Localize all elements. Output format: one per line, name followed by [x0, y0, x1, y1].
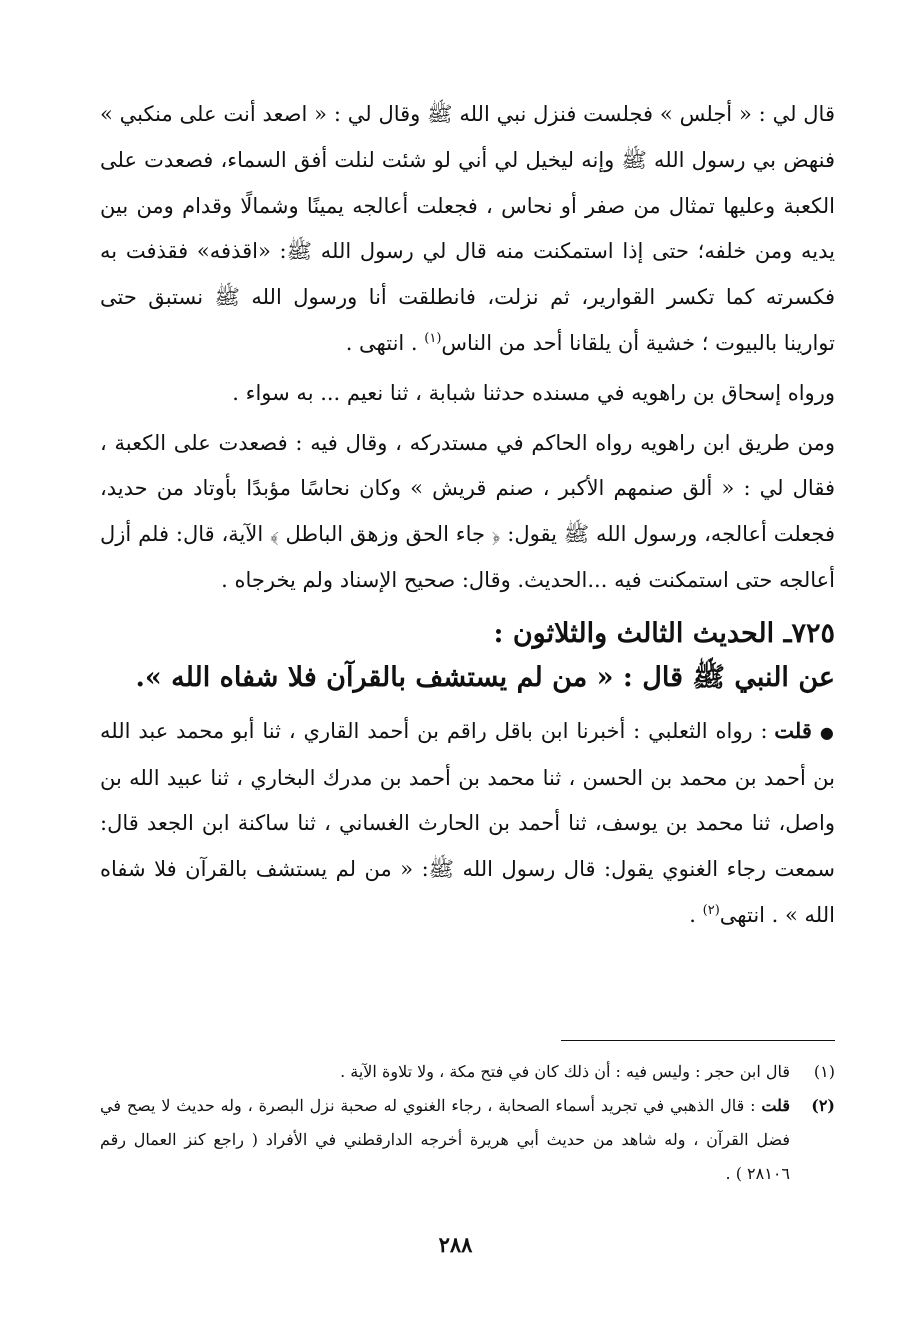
hadith-text: عن النبي ﷺ قال : « من لم يستشف بالقرآن فلا شفاه الله ». [135, 661, 835, 693]
qult-label: قلت [774, 717, 812, 743]
footnote-body-2: : قال الذهبي في تجريد أسماء الصحابة ، رجاء الغنوي له صحبة نزل البصرة ، وله حديث لا يصح في فضل القرآن ، وله شاهد من حديث أبي هريرة أخرجه الدارقطني في الأفراد ( راجع كنز العمال رقم ٢٨١٠٦ ) . [100, 1096, 790, 1183]
hadith-heading [100, 612, 835, 656]
paragraph-hakim: ومن طريق ابن راهويه رواه الحاكم في مستدركه ، وقال فيه : فصعدت على الكعبة ، فقال لي : « ألق صنمهم الأكبر ، صنم قريش » وكان نحاسًا مؤبدًا بأوتاد من حديد، فجعلت أعالجه، ورسول الله ﷺ يقول: ﴿ جاء الحق وزهق الباطل ﴾ الآية، قال: فلم أزل أعالجه حتى استمكنت فيه ...الحديث. وقال: صحيح الإسناد ولم يخرجاه . [100, 430, 835, 592]
footnote-divider [561, 1040, 835, 1041]
paragraph-narration-end: . انتهى . [345, 330, 425, 355]
qult-end: . [689, 902, 703, 927]
paragraph-narration [100, 92, 835, 367]
page-number: ٢٨٨ [438, 1232, 473, 1257]
footnote-text-1 [100, 1055, 790, 1089]
hadith-number: ٧٢٥ [791, 617, 835, 649]
footnotes [100, 1040, 835, 1191]
page-body [100, 92, 835, 939]
bullet-icon: ● [819, 722, 835, 742]
footnote-number-2: (٢) [811, 1096, 835, 1115]
footnote-label-2: قلت [761, 1096, 790, 1115]
footnote-ref-2[interactable]: (٢) [702, 902, 720, 918]
footnote-1 [100, 1055, 835, 1089]
qult-body: : رواه الثعلبي : أخبرنا ابن باقل راقم بن أحمد القاري ، ثنا أبو محمد عبد الله بن أحمد بن محمد بن الحسن ، ثنا محمد بن أحمد بن مدرك البخاري ، ثنا عبيد الله بن واصل، ثنا محمد بن يوسف، ثنا أحمد بن الحارث الغساني ، ثنا ساكنة ابن الجعد قال: سمعت رجاء الغنوي يقول: قال رسول الله ﷺ: « من لم يستشف بالقرآن فلا شفاه الله » . انتهى [100, 718, 835, 927]
footnote-text-2 [100, 1089, 790, 1191]
hadith-heading-title: ـ الحديث الثالث والثلاثون : [493, 617, 792, 649]
footnote-2 [100, 1089, 835, 1191]
paragraph-ishaq: ورواه إسحاق بن راهويه في مسنده حدثنا شبابة ، ثنا نعيم ... به سواء . [232, 380, 835, 405]
paragraph-narration-text: قال لي : « أجلس » فجلست فنزل نبي الله ﷺ وقال لي : « اصعد أنت على منكبي » فنهض بي رسول الله ﷺ وإنه ليخيل لي أني لو شئت لنلت أفق السماء، فصعدت على الكعبة وعليها تمثال من صفر أو نحاس ، فجعلت أعالجه يمينًا وشمالًا وقدام ومن بين يديه ومن خلفه؛ حتى إذا استمكنت منه قال لي رسول الله ﷺ: «اقذفه» فقذفت به فكسرته كما تكسر القوارير، ثم نزلت، فانطلقت أنا ورسول الله ﷺ نستبق حتى توارينا بالبيوت ؛ خشية أن يلقانا أحد من الناس [100, 102, 835, 355]
footnote-ref-1[interactable]: (١) [424, 330, 442, 346]
footnote-number-1: (١) [813, 1062, 835, 1081]
paragraph-qult [100, 708, 835, 939]
footnote-body-1: قال ابن حجر : وليس فيه : أن ذلك كان في فتح مكة ، ولا تلاوة الآية . [340, 1062, 790, 1081]
